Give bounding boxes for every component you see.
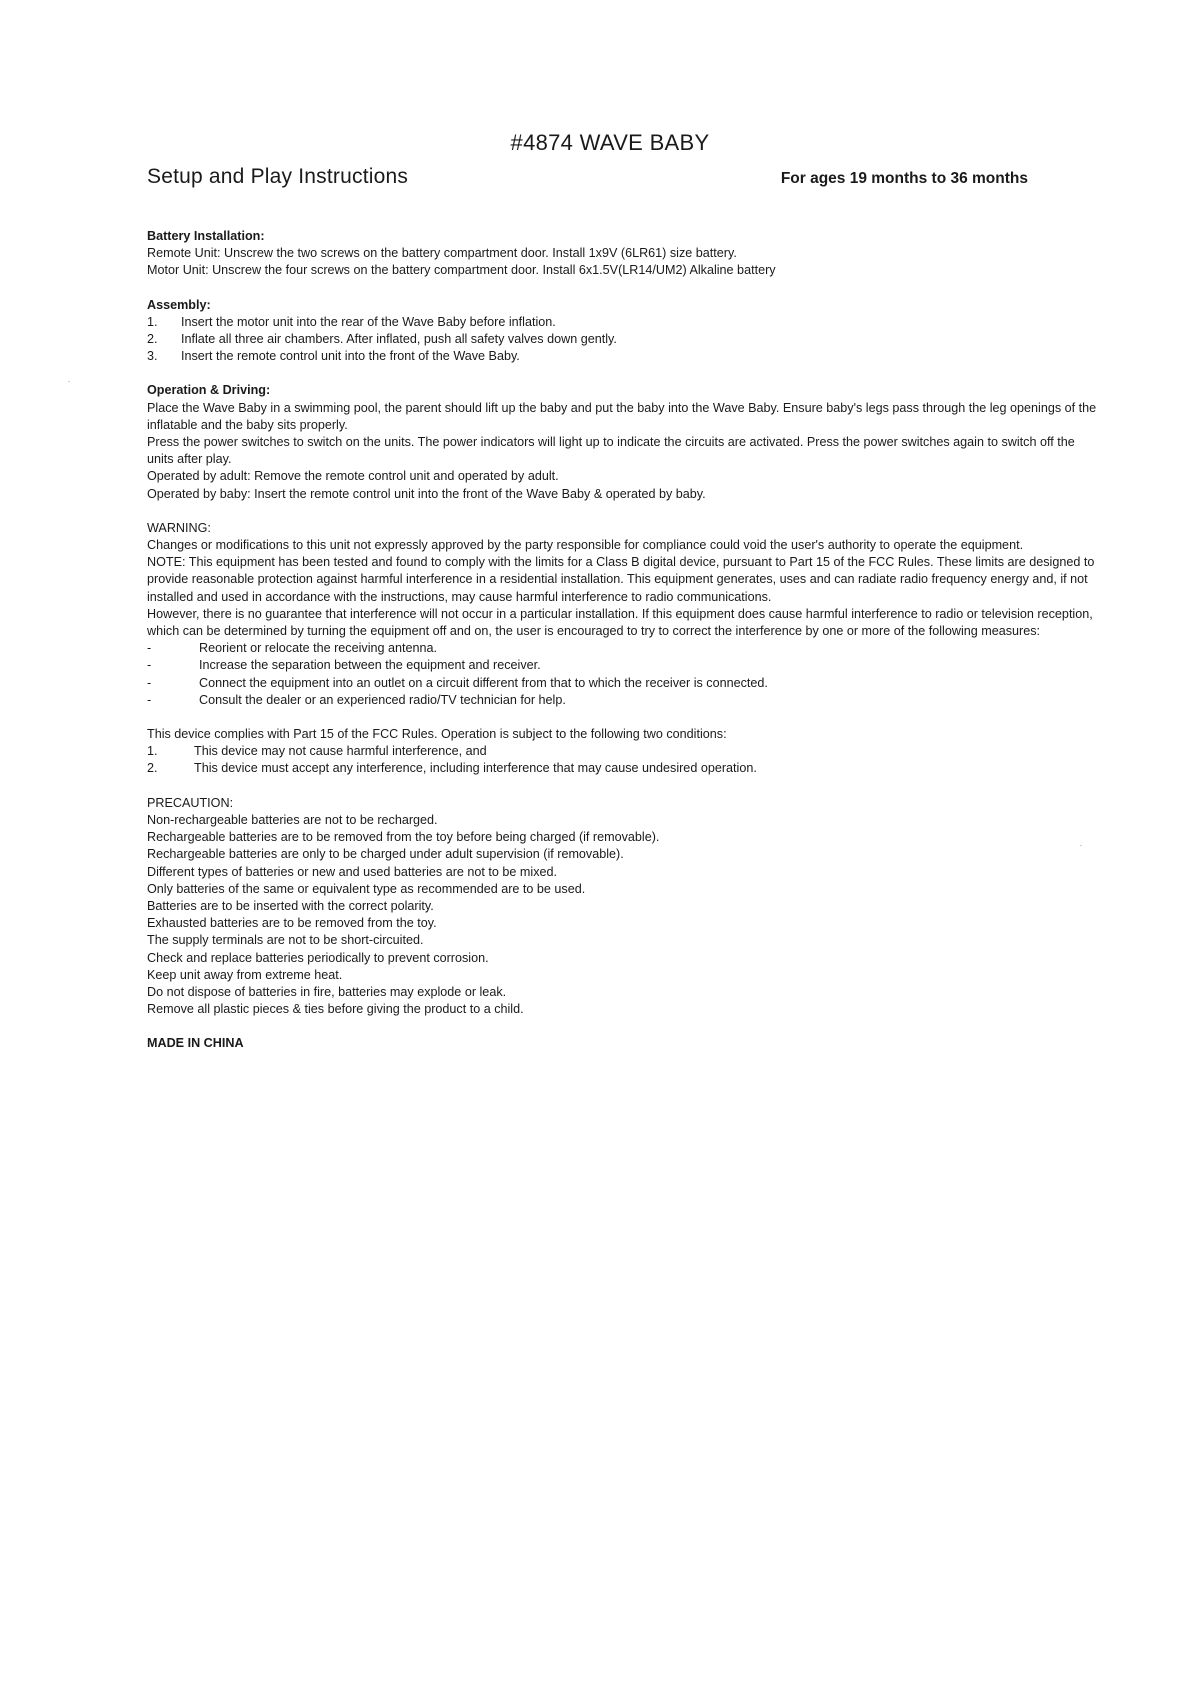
list-item	[147, 314, 1097, 331]
list-item-text: Connect the equipment into an outlet on a circuit different from that to which the receiver is connected.	[199, 675, 768, 690]
precaution-line: Do not dispose of batteries in fire, batteries may explode or leak.	[147, 984, 507, 999]
list-marker: -	[147, 675, 152, 690]
remote-unit-instruction: Remote Unit: Unscrew the two screws on the battery compartment door. Install 1x9V (6LR61) size battery.	[147, 246, 737, 261]
list-item	[147, 331, 1097, 348]
precaution-line: Different types of batteries or new and used batteries are not to be mixed.	[147, 864, 557, 879]
operation-mode-baby: Operated by baby: Insert the remote control unit into the front of the Wave Baby & operated by baby.	[147, 486, 706, 501]
motor-unit-instruction: Motor Unit: Unscrew the four screws on the battery compartment door. Install 6x1.5V(LR14/UM2) Alkaline battery	[147, 263, 776, 278]
operation-section	[147, 382, 1097, 502]
list-marker: 3.	[147, 349, 158, 364]
assembly-section	[147, 297, 1097, 366]
document-body	[147, 228, 1097, 1053]
list-item	[147, 675, 1097, 692]
list-item-text: Reorient or relocate the receiving antenna.	[199, 641, 438, 656]
warning-section	[147, 520, 1097, 778]
fcc-compliance-intro: This device complies with Part 15 of the FCC Rules. Operation is subject to the following two conditions:	[147, 727, 727, 742]
warning-heading: WARNING:	[147, 520, 211, 535]
precaution-line: Rechargeable batteries are only to be charged under adult supervision (if removable).	[147, 847, 624, 862]
list-marker: -	[147, 641, 152, 656]
list-item	[147, 760, 1097, 777]
precaution-line: Non-rechargeable batteries are not to be recharged.	[147, 812, 438, 827]
list-item-text: Insert the remote control unit into the front of the Wave Baby.	[181, 349, 520, 364]
list-item-text: Inflate all three air chambers. After inflated, push all safety valves down gently.	[181, 332, 617, 347]
operation-heading: Operation & Driving:	[147, 383, 271, 398]
list-marker: 1.	[147, 314, 158, 329]
operation-mode-adult: Operated by adult: Remove the remote control unit and operated by adult.	[147, 469, 559, 484]
battery-installation-heading: Battery Installation:	[147, 229, 265, 243]
precaution-line: Keep unit away from extreme heat.	[147, 967, 343, 982]
precaution-line: Only batteries of the same or equivalent type as recommended are to be used.	[147, 881, 586, 896]
list-marker: 2.	[147, 761, 158, 776]
precaution-section	[147, 795, 1097, 1019]
list-item-text: Consult the dealer or an experienced radio/TV technician for help.	[199, 692, 566, 707]
operation-paragraph: Place the Wave Baby in a swimming pool, the parent should lift up the baby and put the baby into the Wave Baby. Ensure baby's legs pass through the leg openings of the inflatable and the baby sits properly.	[147, 400, 1097, 432]
age-range-label: For ages 19 months to 36 months	[780, 170, 1028, 187]
list-item	[147, 692, 1097, 709]
list-item-text: This device must accept any interference, including interference that may cause undesired operation.	[194, 761, 757, 776]
document-subtitle: Setup and Play Instructions	[147, 165, 409, 188]
list-item-text: This device may not cause harmful interference, and	[194, 744, 487, 759]
precaution-line: Batteries are to be inserted with the correct polarity.	[147, 898, 434, 913]
battery-installation-section	[147, 228, 1097, 280]
precaution-line: The supply terminals are not to be short-circuited.	[147, 933, 424, 948]
list-item-text: Insert the motor unit into the rear of the Wave Baby before inflation.	[181, 314, 556, 329]
precaution-line: Rechargeable batteries are to be removed from the toy before being charged (if removable).	[147, 830, 660, 845]
fcc-note-paragraph: NOTE: This equipment has been tested and found to comply with the limits for a Class B digital device, pursuant to Part 15 of the FCC Rules. These limits are designed to provide reasonable protection against harmful interference in a residential installation. This equipment generates, uses and can radiate radio frequency energy and, if not installed and used in accordance with the instructions, may cause harmful interference to radio communications.	[147, 555, 1095, 604]
scan-speck	[68, 381, 70, 382]
fcc-conditions	[147, 743, 1097, 777]
scan-speck	[1080, 845, 1082, 846]
precaution-line: Exhausted batteries are to be removed from the toy.	[147, 916, 437, 931]
warning-paragraph: Changes or modifications to this unit not expressly approved by the party responsible for compliance could void the user's authority to operate the equipment.	[147, 538, 1024, 553]
interference-measures	[147, 640, 1097, 709]
precaution-heading: PRECAUTION:	[147, 795, 234, 810]
document-title: #4874 WAVE BABY	[510, 130, 710, 155]
list-item-text: Increase the separation between the equipment and receiver.	[199, 658, 541, 673]
interference-guarantee-paragraph: However, there is no guarantee that interference will not occur in a particular installation. If this equipment does cause harmful interference to radio or television reception, which can be determined by turning the equipment off and on, the user is encouraged to try to correct the interference by one or more of the following measures:	[147, 606, 1093, 639]
list-item	[147, 657, 1097, 674]
list-marker: -	[147, 692, 152, 707]
precaution-line: Remove all plastic pieces & ties before giving the product to a child.	[147, 1002, 524, 1017]
operation-paragraph: Press the power switches to switch on the units. The power indicators will light up to indicate the circuits are activated. Press the power switches again to switch off the units after play.	[147, 435, 1075, 467]
list-item	[147, 640, 1097, 657]
list-item	[147, 348, 1097, 365]
precaution-line: Check and replace batteries periodically to prevent corrosion.	[147, 950, 489, 965]
list-item	[147, 743, 1097, 760]
list-marker: 2.	[147, 332, 158, 347]
assembly-steps	[147, 314, 1097, 366]
list-marker: -	[147, 658, 152, 673]
assembly-heading: Assembly:	[147, 297, 211, 312]
list-marker: 1.	[147, 744, 158, 759]
made-in-label: MADE IN CHINA	[147, 1036, 244, 1051]
